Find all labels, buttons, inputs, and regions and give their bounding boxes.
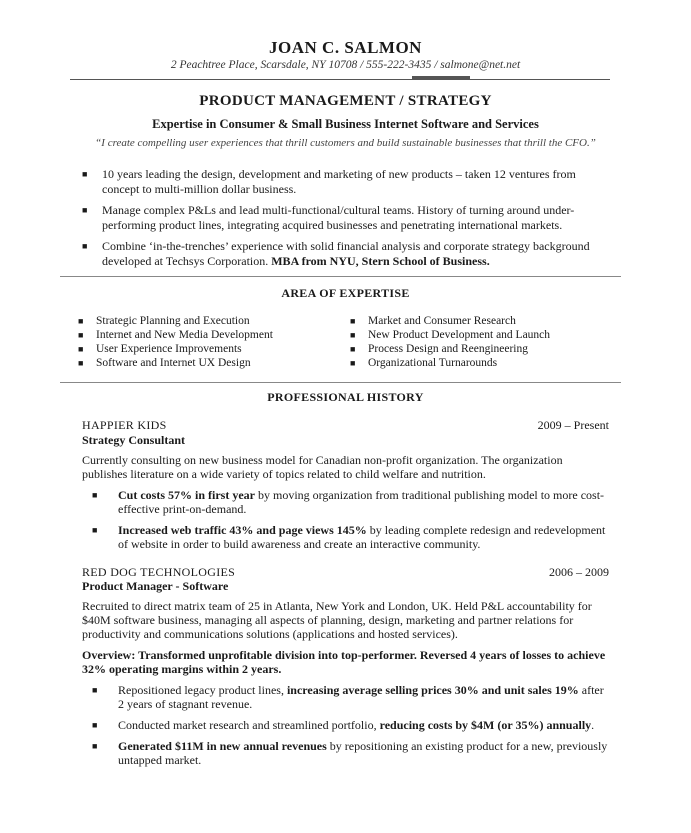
- job-company: RED DOG TECHNOLOGIES: [82, 565, 236, 579]
- summary-item: ■ 10 years leading the design, development and marketing of new products – taken 12 ventures from concept to multi-million dollar business.: [82, 167, 576, 196]
- job-role: Product Manager - Software: [82, 579, 229, 593]
- expertise-item: ■ New Product Development and Launch: [350, 329, 551, 341]
- personal-quote: “I create compelling user experiences that thrill customers and build sustainable businesses that thrill the CFO.”: [95, 137, 596, 149]
- header-rule-accent: [412, 76, 470, 79]
- section-divider: [60, 276, 621, 277]
- candidate-name: JOAN C. SALMON: [269, 38, 422, 57]
- job-achievements: [92, 683, 608, 774]
- bullet-icon: ■: [350, 316, 356, 326]
- job-description: Currently consulting on new business model for Canadian non-profit organization. The organization publishes literature on a wide variety of topics related to child welfare and nutrition.: [82, 453, 563, 481]
- expertise-item: ■ Process Design and Reengineering: [350, 343, 529, 355]
- summary-item: ■ Combine ‘in-the-trenches’ experience with solid financial analysis and corporate strategy background developed at Techsys Corporation. MBA from NYU, Stern School of Business.: [82, 239, 590, 268]
- expertise-right-column: [350, 314, 610, 370]
- job-overview: Overview: Transformed unprofitable division into top-performer. Reversed 4 years of losses to achieve 32% operating margins within 2 years.: [82, 648, 606, 676]
- bullet-icon: ■: [82, 169, 88, 179]
- bullet-icon: ■: [350, 358, 356, 368]
- achievement-item: ■ Cut costs 57% in first year by moving organization from traditional publishing model to more cost-effective print-on-demand.: [92, 488, 605, 516]
- expertise-item: ■ Software and Internet UX Design: [78, 357, 251, 369]
- expertise-item: ■ Organizational Turnarounds: [350, 357, 498, 369]
- bullet-icon: ■: [82, 241, 88, 251]
- contact-line: 2 Peachtree Place, Scarsdale, NY 10708 / 555-222-3435 / salmone@net.net: [170, 59, 521, 71]
- achievement-item: ■ Conducted market research and streamlined portfolio, reducing costs by $4M (or 35%) annually.: [92, 718, 595, 732]
- achievement-item: ■ Increased web traffic 43% and page views 145% by leading complete redesign and redevelopment of website in order to build awareness and create an interactive community.: [92, 523, 606, 551]
- bullet-icon: ■: [92, 685, 98, 695]
- bullet-icon: ■: [78, 330, 84, 340]
- summary-item: ■ Manage complex P&Ls and lead multi-functional/cultural teams. History of turning around under-performing product lines, integrating acquired businesses and penetrating international markets.: [82, 203, 575, 232]
- job-dates: 2006 – 2009: [549, 565, 609, 579]
- summary-list: [82, 167, 602, 275]
- bullet-icon: ■: [78, 358, 84, 368]
- history-heading: PROFESSIONAL HISTORY: [267, 390, 424, 404]
- expertise-heading: AREA OF EXPERTISE: [281, 286, 410, 300]
- bullet-icon: ■: [350, 330, 356, 340]
- section-divider: [60, 382, 621, 383]
- job-company: HAPPIER KIDS: [82, 418, 167, 432]
- job-achievements: [92, 488, 608, 558]
- bullet-icon: ■: [350, 344, 356, 354]
- resume-title: PRODUCT MANAGEMENT / STRATEGY: [199, 93, 492, 109]
- resume-subtitle: Expertise in Consumer & Small Business Internet Software and Services: [152, 117, 539, 131]
- expertise-item: ■ Market and Consumer Research: [350, 315, 516, 327]
- achievement-item: ■ Repositioned legacy product lines, increasing average selling prices 30% and unit sales 19% after 2 years of stagnant revenue.: [92, 683, 604, 711]
- expertise-left-column: [78, 314, 338, 370]
- job-description: Recruited to direct matrix team of 25 in Atlanta, New York and London, UK. Held P&L accountability for $40M software business, managing all aspects of planning, design, marketing and partner relations for productivity and communications solutions (applications and hosted services).: [82, 599, 592, 641]
- bullet-icon: ■: [78, 316, 84, 326]
- bullet-icon: ■: [78, 344, 84, 354]
- job-role: Strategy Consultant: [82, 433, 186, 447]
- expertise-item: ■ Strategic Planning and Execution: [78, 315, 250, 327]
- bullet-icon: ■: [92, 741, 98, 751]
- expertise-item: ■ Internet and New Media Development: [78, 329, 273, 341]
- expertise-item: ■ User Experience Improvements: [78, 343, 242, 355]
- bullet-icon: ■: [92, 720, 98, 730]
- job-dates: 2009 – Present: [537, 418, 609, 432]
- bullet-icon: ■: [82, 205, 88, 215]
- achievement-item: ■ Generated $11M in new annual revenues by repositioning an existing product for a new, previously untapped market.: [92, 739, 608, 767]
- bullet-icon: ■: [92, 490, 98, 500]
- bullet-icon: ■: [92, 525, 98, 535]
- header-rule: [70, 79, 610, 80]
